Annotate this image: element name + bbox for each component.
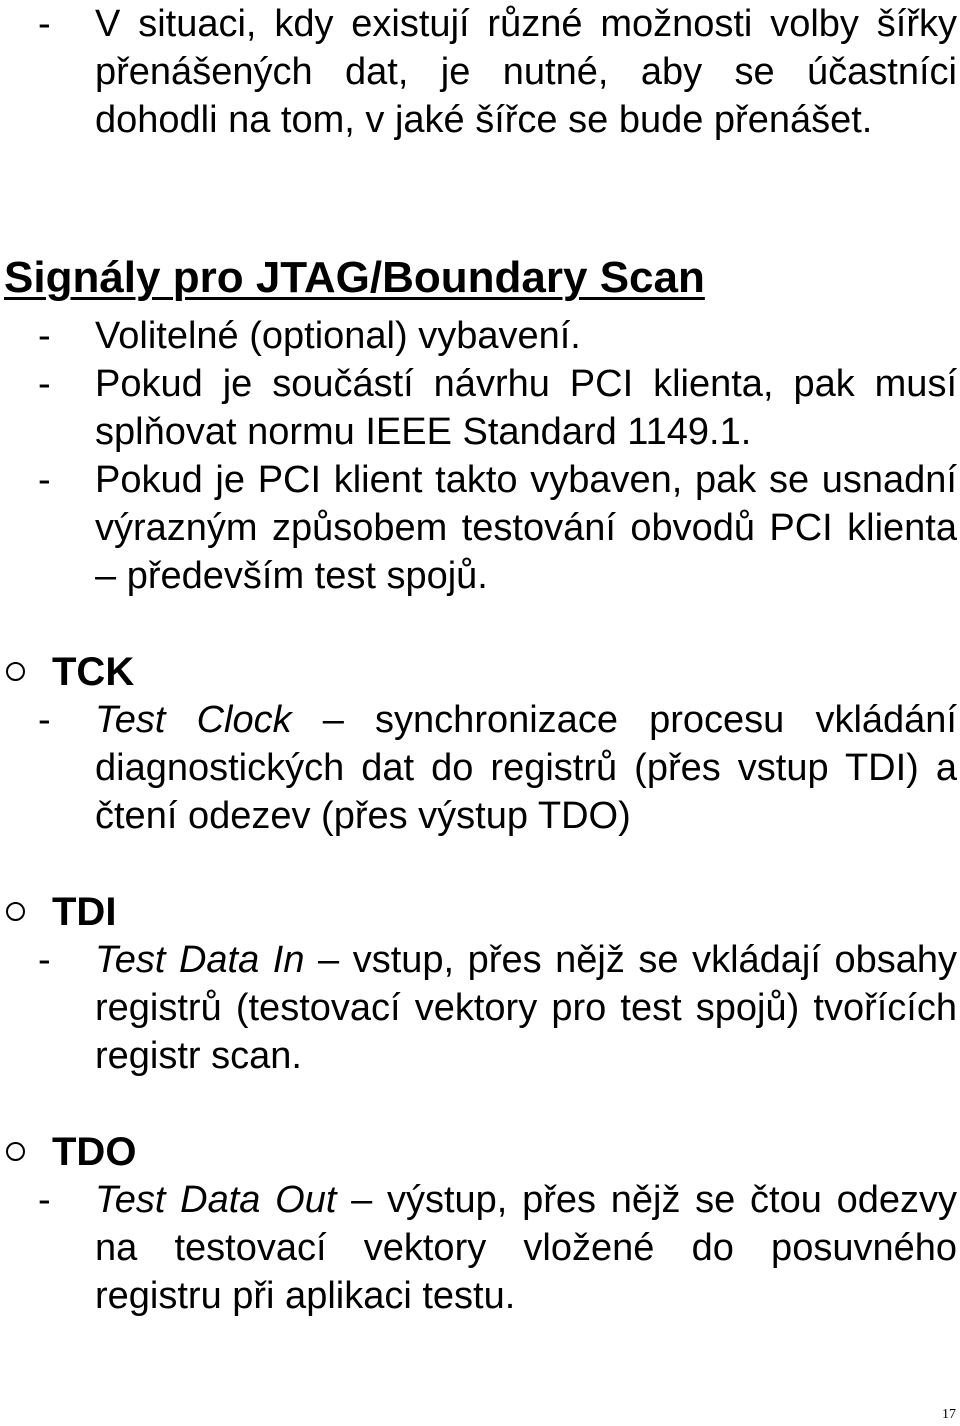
dash-marker: - — [38, 315, 51, 357]
signal-term: Test Data In — [95, 939, 305, 981]
dash-marker: - — [38, 459, 51, 501]
section-heading: Signály pro JTAG/Boundary Scan — [4, 253, 705, 302]
dash-marker: - — [38, 3, 51, 45]
term-separator: – — [336, 1179, 387, 1221]
dash-marker: - — [38, 363, 51, 405]
section-item-text: Pokud je PCI klient takto vybaven, pak se usnadní výrazným způsobem testování obvodů PCI klienta – především test spojů. — [95, 459, 957, 597]
bullet-icon — [6, 662, 25, 681]
term-separator: – — [291, 699, 376, 741]
signal-description — [95, 696, 957, 840]
signal-term: Test Data Out — [95, 1179, 337, 1221]
intro-text: V situaci, kdy existují různé možnosti volby šířky přenášených dat, je nutné, aby se účastníci dohodli na tom, v jaké šířce se bude přenášet. — [95, 3, 957, 141]
signal-description — [95, 936, 957, 1080]
signal-label: TDO — [52, 1130, 137, 1174]
signal-description — [95, 1176, 957, 1320]
page-number: 17 — [942, 1407, 956, 1422]
bullet-icon — [6, 1142, 25, 1161]
dash-marker: - — [38, 699, 51, 741]
section-item-text: Pokud je součástí návrhu PCI klienta, pak musí splňovat normu IEEE Standard 1149.1. — [95, 363, 957, 453]
signal-text: výstup, přes nějž se čtou odezvy na testovací vektory vložené do posuvného registru při aplikaci testu. — [95, 1179, 957, 1317]
signal-term: Test Clock — [95, 699, 292, 741]
signal-label: TDI — [52, 890, 117, 934]
term-separator: – — [304, 939, 353, 981]
dash-marker: - — [38, 939, 51, 981]
signal-text: synchronizace procesu vkládání diagnostických dat do registrů (přes vstup TDI) a čtení odezev (přes výstup TDO) — [95, 699, 957, 837]
signal-text: vstup, přes nějž se vkládají obsahy registrů (testovací vektory pro test spojů) tvořících registr scan. — [95, 939, 957, 1077]
signal-label: TCK — [52, 650, 135, 694]
dash-marker: - — [38, 1179, 51, 1221]
section-item-text: Volitelné (optional) vybavení. — [95, 315, 581, 357]
bullet-icon — [6, 902, 25, 921]
